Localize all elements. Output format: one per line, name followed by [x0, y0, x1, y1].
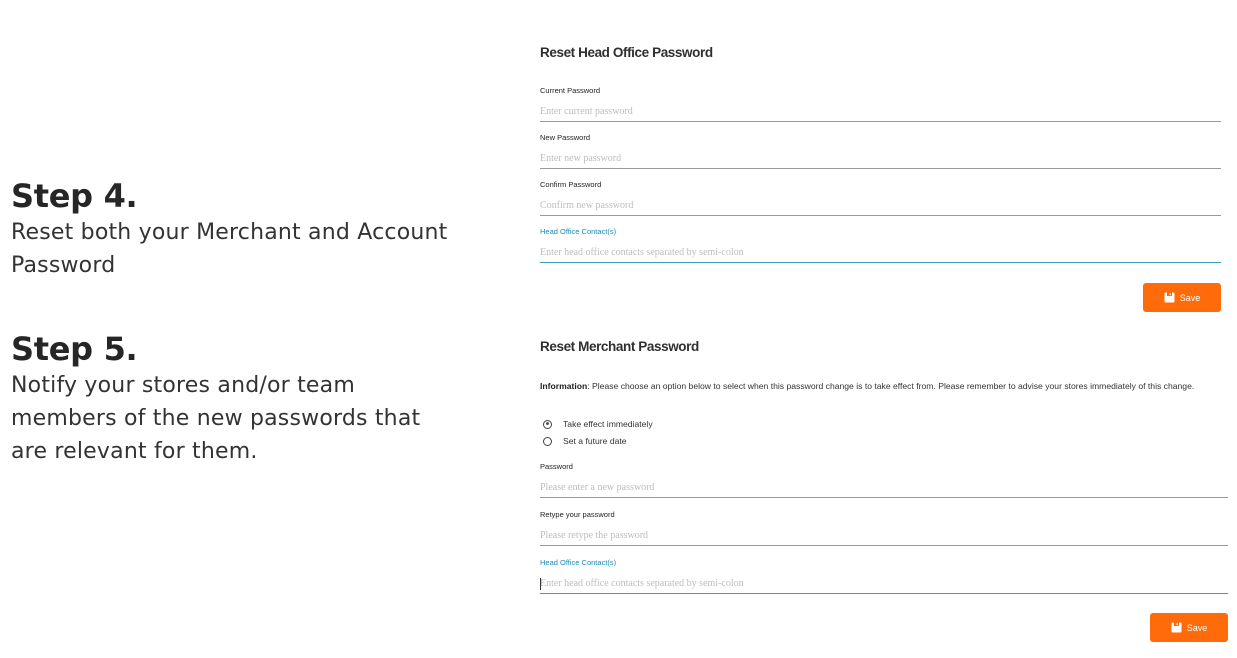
save-icon: [1171, 622, 1182, 633]
step-5-title: Step 5.: [11, 330, 138, 368]
option-set-future-date[interactable]: [543, 436, 627, 446]
merchant-contacts-label: Head Office Contact(s): [540, 558, 617, 567]
head-office-contacts-label: Head Office Contact(s): [540, 227, 617, 236]
save-label: Save: [1179, 292, 1201, 303]
merchant-contacts-input[interactable]: [540, 574, 1228, 594]
current-password-label: Current Password: [540, 86, 601, 95]
merchant-password-input[interactable]: [540, 478, 1228, 498]
step-4: [11, 178, 491, 282]
step-5: [11, 331, 481, 468]
merchant-title: Reset Merchant Password: [540, 339, 699, 354]
save-label: Save: [1186, 622, 1208, 633]
radio-future[interactable]: [543, 437, 552, 446]
step-5-desc-line-1: Notify your stores and/or team: [11, 373, 355, 398]
step-4-desc-line-2: Password: [11, 253, 116, 278]
confirm-password-label: Confirm Password: [540, 180, 602, 189]
step-4-description: [11, 216, 491, 282]
information-text: [540, 379, 1230, 394]
new-password-label: New Password: [540, 133, 591, 142]
head-office-title: Reset Head Office Password: [540, 45, 713, 60]
retype-password-input[interactable]: [540, 526, 1228, 546]
step-5-desc-line-3: are relevant for them.: [11, 439, 258, 464]
option-immediate-label: Take effect immediately: [563, 419, 653, 429]
radio-immediate[interactable]: [543, 420, 552, 429]
information-body: : Please choose an option below to select when this password change is to take effect from. Please remember to advise your stores immediately of this change.: [587, 381, 1195, 391]
merchant-password-label: Password: [540, 462, 573, 471]
step-5-description: [11, 369, 481, 468]
text-cursor: [540, 578, 541, 590]
step-4-desc-line-1: Reset both your Merchant and Account: [11, 220, 448, 245]
information-label: Information: [540, 381, 588, 391]
merchant-save-button[interactable]: [1150, 613, 1228, 642]
step-4-title: Step 4.: [11, 177, 138, 215]
step-5-desc-line-2: members of the new passwords that: [11, 406, 421, 431]
retype-password-label: Retype your password: [540, 510, 615, 519]
option-take-effect-immediately[interactable]: [543, 419, 653, 429]
option-future-label: Set a future date: [563, 436, 627, 446]
merchant-password-form: [540, 0, 1230, 658]
